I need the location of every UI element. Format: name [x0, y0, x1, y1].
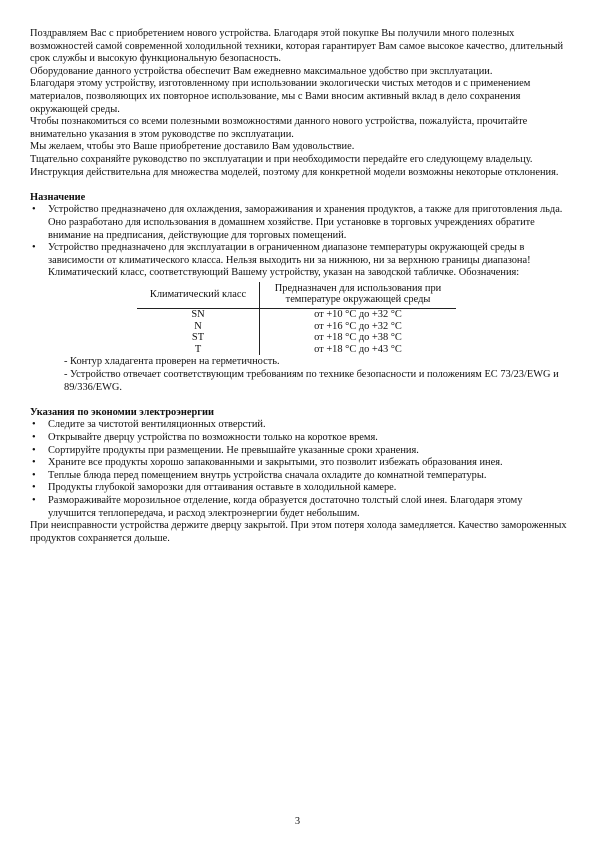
energy-list: [30, 419, 570, 520]
list-item: • Храните все продукты хорошо запакованными и закрытыми, это позволит избежать образования инея.: [30, 457, 570, 470]
list-item: • Теплые блюда перед помещением внутрь устройства сначала охладите до комнатной температуры.: [30, 470, 570, 483]
table-cell-range: от +18 °C до +38 °C: [314, 332, 402, 344]
intro-paragraph: Чтобы познакомиться со всеми полезными возможностями данного нового устройства, пожалуйста, прочитайте внимательно указания в этом руководстве по эксплуатации.: [30, 116, 528, 140]
column-header-class: Климатический класс: [137, 282, 260, 309]
list-item: • Устройство предназначено для эксплуатации в ограниченном диапазоне температуры окружающей среды в зависимости от климатического класса. Нельзя выходить ни за нижнюю, ни за верхнюю границы диапазона! Климатический класс, соответствующий Вашему устройству, указан на заводской табличке. Обозначения:: [30, 242, 570, 280]
table-cell-class: SN: [137, 309, 260, 321]
table-row: [137, 332, 456, 344]
column-header-temperature: Предназначен для использования при температуре окружающей среды: [260, 282, 457, 309]
page-number: 3: [294, 816, 301, 827]
list-item: • Размораживайте морозильное отделение, когда образуется достаточно толстый слой инея. Благодаря этому улучшится теплопередача, и расход электроэнергии будет небольшим.: [30, 495, 570, 520]
intro-paragraph: Мы желаем, чтобы это Ваше приобретение доставило Вам удовольствие.: [30, 141, 355, 153]
document-page: [30, 28, 570, 545]
intro-paragraph: Инструкция действительна для множества моделей, поэтому для конкретной модели возможны некоторые отклонения.: [30, 166, 559, 178]
table-cell-class: ST: [137, 332, 260, 344]
purpose-heading: Назначение: [30, 191, 86, 203]
table-cell-range: от +18 °C до +43 °C: [314, 343, 402, 355]
intro-section: [30, 28, 570, 179]
intro-paragraph: Тщательно сохраняйте руководство по эксплуатации и при необходимости передайте его следующему владельцу.: [30, 153, 533, 165]
purpose-list: [30, 204, 570, 280]
energy-heading: Указания по экономии электроэнергии: [30, 406, 214, 418]
closing-paragraph: При неисправности устройства держите дверцу закрытой. При этом потеря холода замедляется. Качество замороженных продуктов сохраняется дольше.: [30, 520, 567, 544]
list-item: • Открывайте дверцу устройства по возможности только на короткое время.: [30, 432, 570, 445]
table-cell-class: N: [137, 321, 260, 333]
table-row: [137, 344, 456, 356]
note-line: - Устройство отвечает соответствующим требованиям по технике безопасности и положениям ЕС 73/23/EWG и 89/336/EWG.: [64, 369, 559, 393]
list-item: • Следите за чистотой вентиляционных отверстий.: [30, 419, 570, 432]
table-cell-range: от +16 °C до +32 °C: [314, 320, 402, 332]
table-header-row: [137, 282, 456, 309]
list-item: • Устройство предназначено для охлаждения, замораживания и хранения продуктов, а также для приготовления льда. Оно разработано для использования в домашнем хозяйстве. При установке в торговых учреждениях обратите внимание на предписания, действующие для торговых помещений.: [30, 204, 570, 242]
note-line: - Контур хладагента проверен на герметичность.: [64, 356, 280, 368]
compliance-notes: [30, 356, 570, 394]
intro-paragraph: Поздравляем Вас с приобретением нового устройства. Благодаря этой покупке Вы получили много полезных возможностей самой современной холодильной техники, которая гарантирует Вам самое высокое качество, длительный срок службы и высокую функциональную безопасность.: [30, 28, 564, 65]
table-cell-range: от +10 °C до +32 °C: [314, 309, 402, 321]
list-item: • Продукты глубокой заморозки для оттаивания оставьте в холодильной камере.: [30, 482, 570, 495]
table-row: [137, 321, 456, 333]
table-row: [137, 309, 456, 321]
intro-paragraph: Оборудование данного устройства обеспечит Вам ежедневно максимальное удобство при эксплуатации.: [30, 65, 493, 77]
climate-class-table: [137, 282, 456, 356]
table-cell-class: T: [137, 344, 260, 356]
list-item: • Сортируйте продукты при размещении. Не превышайте указанные сроки хранения.: [30, 445, 570, 458]
intro-paragraph: Благодаря этому устройству, изготовленному при использовании экологически чистых методов и с применением материалов, позволяющих их повторное использование, мы с Вами вносим активный вклад в дело сохранения окружающей среды.: [30, 78, 531, 115]
